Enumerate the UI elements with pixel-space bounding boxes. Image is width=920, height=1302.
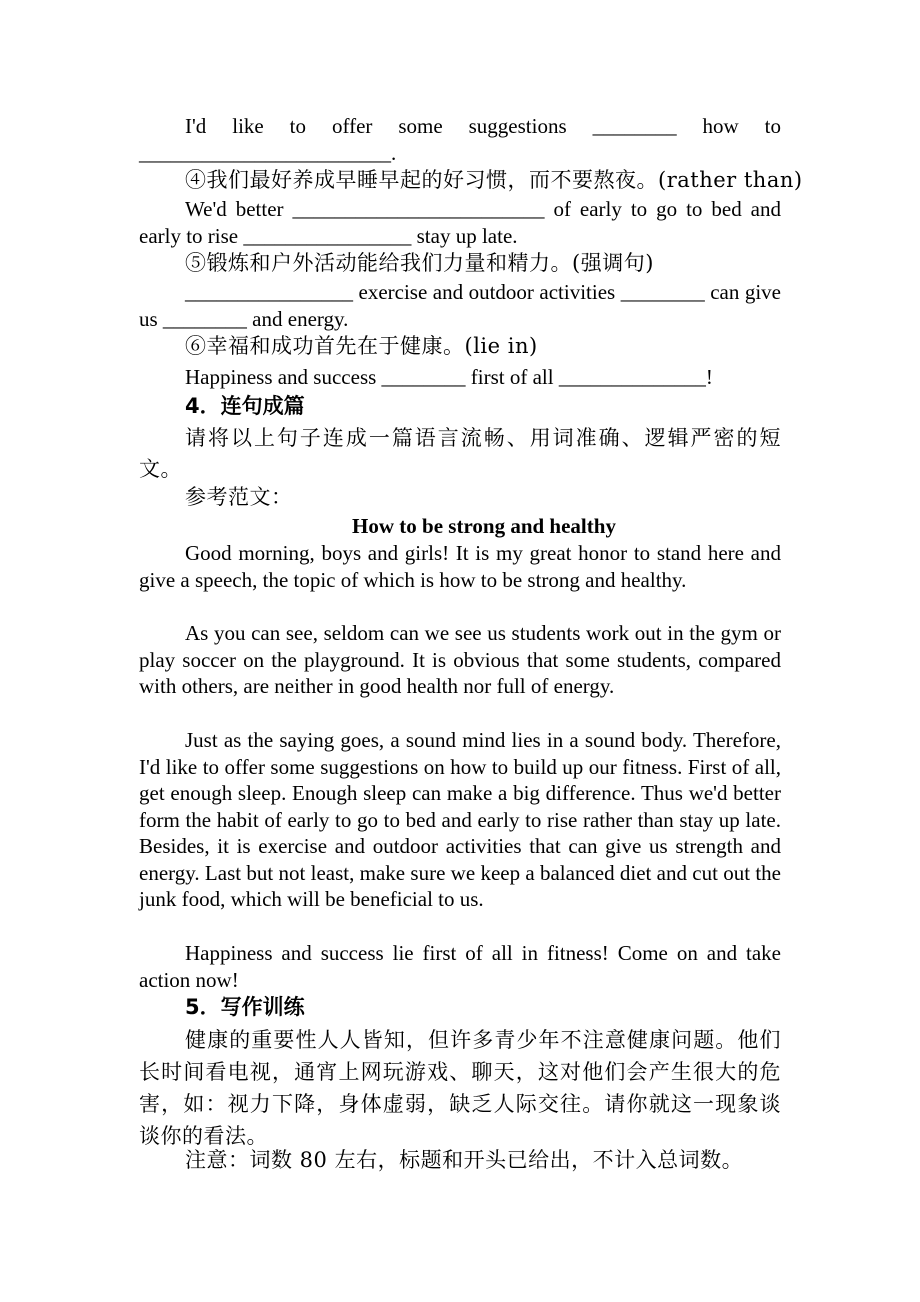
section5-heading: 5．写作训练 [185,995,305,1019]
essay-paragraph: Happiness and success lie first of all in fitness! Come on and take action now! [139,941,781,992]
item3-english-line: I'd like to offer some suggestions ________ how to ________________________. [139,114,781,165]
section4-heading: 4．连句成篇 [185,394,305,418]
item4-answer-line: We'd better ________________________ of early to go to bed and early to rise ________________ stay up late. [139,197,781,248]
section4-instruction: 请将以上句子连成一篇语言流畅、用词准确、逻辑严密的短文。 [139,426,781,481]
essay-paragraph: Good morning, boys and girls! It is my great honor to stand here and give a speech, the topic of which is how to be strong and healthy. [139,541,781,592]
item5-prompt: ⑤锻炼和户外活动能给我们力量和精力。(强调句) [185,251,654,275]
item4-prompt: ④我们最好养成早睡早起的好习惯，而不要熬夜。(rather than) [185,168,803,192]
section5-prompt: 健康的重要性人人皆知，但许多青少年不注意健康问题。他们长时间看电视，通宵上网玩游戏、聊天，这对他们会产生很大的危害，如：视力下降，身体虚弱，缺乏人际交往。请你就这一现象谈谈你的看法。 [139,1028,781,1148]
essay-title: How to be strong and healthy [352,514,616,538]
item6-prompt: ⑥幸福和成功首先在于健康。(lie in) [185,334,538,358]
sample-essay-label: 参考范文： [185,485,293,509]
section5-note: 注意：词数 80 左右，标题和开头已给出，不计入总词数。 [185,1148,744,1172]
item6-answer-line: Happiness and success ________ first of all ______________! [185,365,713,389]
essay-paragraph: As you can see, seldom can we see us students work out in the gym or play soccer on the playground. It is obvious that some students, compared with others, are neither in good health nor full of energy. [139,621,781,698]
item5-answer-line: ________________ exercise and outdoor activities ________ can give us ________ and energy. [139,280,781,331]
essay-paragraph: Just as the saying goes, a sound mind lies in a sound body. Therefore, I'd like to offer some suggestions on how to build up our fitness. First of all, get enough sleep. Enough sleep can make a big difference. Thus we'd better form the habit of early to go to bed and early to rise rather than stay up late. Besides, it is exercise and outdoor activities that can give us strength and energy. Last but not least, make sure we keep a balanced diet and cut out the junk food, which will be beneficial to us. [139,728,781,911]
